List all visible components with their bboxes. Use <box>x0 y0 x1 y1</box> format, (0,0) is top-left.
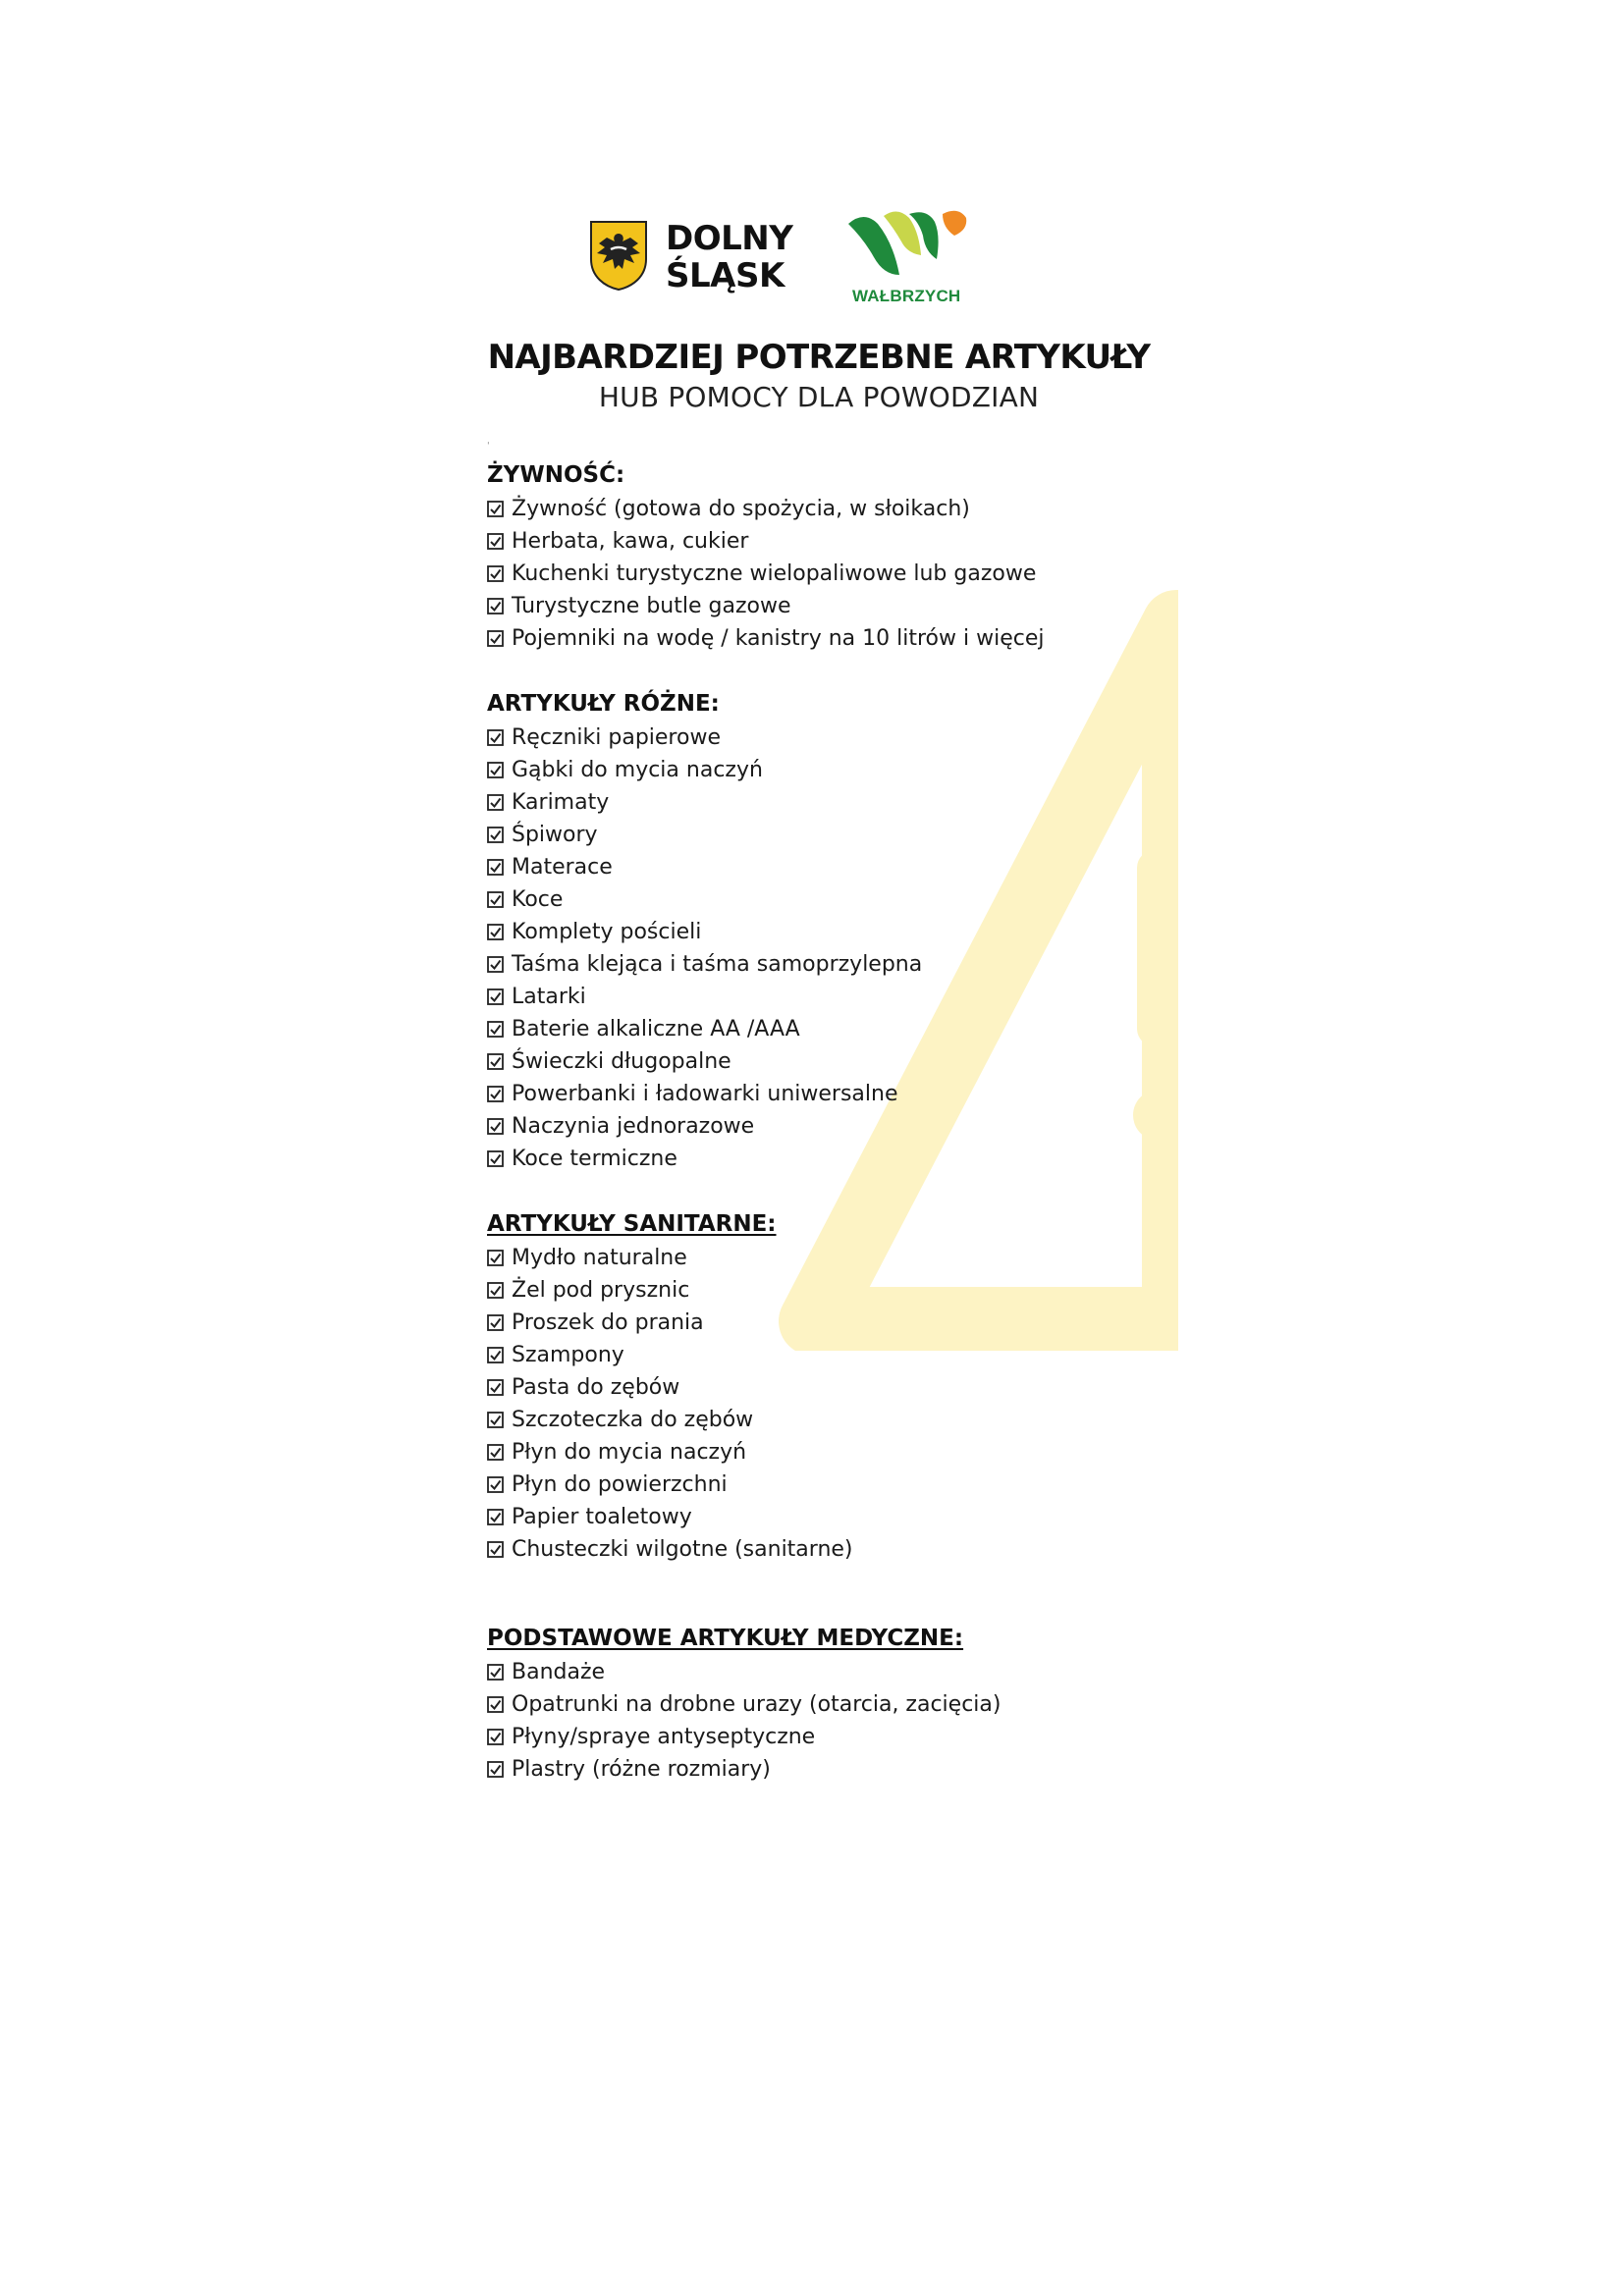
list-item <box>487 590 1164 622</box>
list-item-label: Śpiwory <box>512 823 598 847</box>
section-heading-sanitary: ARTYKUŁY SANITARNE: <box>487 1211 777 1237</box>
section-heading-medical: PODSTAWOWE ARTYKUŁY MEDYCZNE: <box>487 1626 964 1651</box>
checkbox-checked-icon <box>487 1476 504 1493</box>
section-heading-food: ŻYWNOŚĆ: <box>487 462 625 488</box>
list-item <box>487 1143 1164 1175</box>
list-item <box>487 1045 1164 1078</box>
list-item-label: Pasta do zębów <box>512 1375 680 1400</box>
sections <box>487 457 1164 1786</box>
walbrzych-wordmark: WAŁBRZYCH <box>852 287 961 305</box>
checkbox-checked-icon <box>487 1509 504 1525</box>
checkbox-checked-icon <box>487 1086 504 1102</box>
list-item-label: Koce termiczne <box>512 1147 677 1171</box>
page-subtitle: HUB POMOCY DLA POWODZIAN <box>598 381 1040 413</box>
list-item-label: Opatrunki na drobne urazy (otarcia, zacięcia) <box>512 1692 1001 1717</box>
section-spacer <box>487 1175 1164 1206</box>
checkbox-checked-icon <box>487 598 504 614</box>
list-item-label: Baterie alkaliczne AA /AAA <box>512 1017 800 1041</box>
checkbox-checked-icon <box>487 1444 504 1461</box>
list-item-label: Karimaty <box>512 790 610 815</box>
list-item <box>487 1404 1164 1436</box>
list-item <box>487 1371 1164 1404</box>
list-item-label: Latarki <box>512 985 586 1009</box>
list-item <box>487 558 1164 590</box>
list-item <box>487 1468 1164 1501</box>
checkbox-checked-icon <box>487 1118 504 1135</box>
checkbox-checked-icon <box>487 1282 504 1299</box>
checkbox-checked-icon <box>487 729 504 746</box>
checkbox-checked-icon <box>487 988 504 1005</box>
checkbox-checked-icon <box>487 762 504 778</box>
checkbox-checked-icon <box>487 565 504 582</box>
list-item <box>487 1242 1164 1274</box>
list-item <box>487 622 1164 655</box>
list-item-label: Kuchenki turystyczne wielopaliwowe lub gazowe <box>512 561 1037 586</box>
checkbox-checked-icon <box>487 1053 504 1070</box>
list-item <box>487 1013 1164 1045</box>
list-item <box>487 1110 1164 1143</box>
list-item <box>487 1307 1164 1339</box>
checkbox-checked-icon <box>487 1541 504 1558</box>
checkbox-checked-icon <box>487 1347 504 1363</box>
list-item-label: Świeczki długopalne <box>512 1049 731 1074</box>
list-item-label: Szampony <box>512 1343 624 1367</box>
list-item-label: Pojemniki na wodę / kanistry na 10 litrów i więcej <box>512 626 1045 651</box>
list-item-label: Bandaże <box>512 1660 606 1684</box>
list-item <box>487 525 1164 558</box>
list-item-label: Taśma klejąca i taśma samoprzylepna <box>512 952 923 977</box>
checkbox-checked-icon <box>487 827 504 843</box>
list-item <box>487 1274 1164 1307</box>
list-item <box>487 948 1164 981</box>
dolny-slask-logo <box>589 220 805 302</box>
list-item <box>487 1436 1164 1468</box>
list-item-label: Herbata, kawa, cukier <box>512 529 749 554</box>
list-item-label: Żywność (gotowa do spożycia, w słoikach) <box>512 497 970 521</box>
stray-mark: ˈ <box>487 442 490 452</box>
list-item-label: Naczynia jednorazowe <box>512 1114 755 1139</box>
section-spacer <box>487 655 1164 686</box>
list-item-label: Turystyczne butle gazowe <box>512 594 791 618</box>
list-item <box>487 981 1164 1013</box>
list-item <box>487 1501 1164 1533</box>
list-item <box>487 721 1164 754</box>
checkbox-checked-icon <box>487 859 504 876</box>
list-item <box>487 851 1164 883</box>
list-item-label: Komplety pościeli <box>512 920 702 944</box>
checkbox-checked-icon <box>487 1379 504 1396</box>
list-item-label: Mydło naturalne <box>512 1246 687 1270</box>
list-item-label: Płyn do powierzchni <box>512 1472 728 1497</box>
walbrzych-mark-icon <box>844 206 992 285</box>
list-item-label: Płyny/spraye antyseptyczne <box>512 1725 816 1749</box>
list-item <box>487 754 1164 786</box>
list-item-label: Plastry (różne rozmiary) <box>512 1757 771 1782</box>
checkbox-checked-icon <box>487 1250 504 1266</box>
walbrzych-logo <box>844 206 992 314</box>
list-item <box>487 1753 1164 1786</box>
checkbox-checked-icon <box>487 1696 504 1713</box>
checkbox-checked-icon <box>487 924 504 940</box>
list-item-label: Żel pod prysznic <box>512 1278 690 1303</box>
list-item <box>487 819 1164 851</box>
list-item-label: Materace <box>512 855 613 880</box>
checkbox-checked-icon <box>487 1664 504 1681</box>
section-spacer <box>487 1566 1164 1621</box>
list-item <box>487 1533 1164 1566</box>
list-item <box>487 883 1164 916</box>
checkbox-checked-icon <box>487 1729 504 1745</box>
list-item <box>487 1078 1164 1110</box>
list-item <box>487 916 1164 948</box>
checkbox-checked-icon <box>487 533 504 550</box>
checkbox-checked-icon <box>487 956 504 973</box>
checkbox-checked-icon <box>487 1150 504 1167</box>
list-item <box>487 1721 1164 1753</box>
checkbox-checked-icon <box>487 794 504 811</box>
list-item-label: Ręczniki papierowe <box>512 725 721 750</box>
dolny-slask-wordmark <box>666 220 792 294</box>
list-item-label: Powerbanki i ładowarki uniwersalne <box>512 1082 898 1106</box>
list-item-label: Płyn do mycia naczyń <box>512 1440 747 1465</box>
flyer <box>460 192 1178 1834</box>
list-item <box>487 1656 1164 1688</box>
list-item-label: Chusteczki wilgotne (sanitarne) <box>512 1537 853 1562</box>
checkbox-checked-icon <box>487 1412 504 1428</box>
page-title: NAJBARDZIEJ POTRZEBNE ARTYKUŁY <box>487 338 1151 377</box>
checkbox-checked-icon <box>487 891 504 908</box>
list-item <box>487 1339 1164 1371</box>
dolny-slask-line1: DOLNY <box>666 219 793 258</box>
list-item <box>487 786 1164 819</box>
checkbox-checked-icon <box>487 1314 504 1331</box>
list-item-label: Papier toaletowy <box>512 1505 692 1529</box>
list-item-label: Szczoteczka do zębów <box>512 1408 754 1432</box>
checkbox-checked-icon <box>487 1021 504 1038</box>
dolny-slask-line2: ŚLĄSK <box>666 256 785 295</box>
list-item-label: Gąbki do mycia naczyń <box>512 758 763 782</box>
checkbox-checked-icon <box>487 501 504 517</box>
checkbox-checked-icon <box>487 630 504 647</box>
list-item <box>487 1688 1164 1721</box>
list-item-label: Koce <box>512 887 564 912</box>
list-item-label: Proszek do prania <box>512 1310 704 1335</box>
section-heading-misc: ARTYKUŁY RÓŻNE: <box>487 691 720 717</box>
eagle-crest-icon <box>589 220 648 291</box>
list-item <box>487 493 1164 525</box>
checkbox-checked-icon <box>487 1761 504 1778</box>
